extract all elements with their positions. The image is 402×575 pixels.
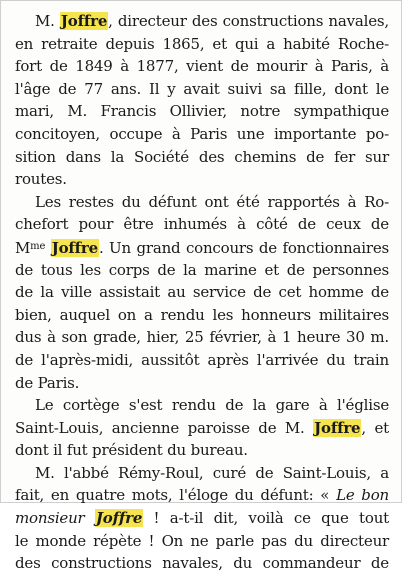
p4-line-3 — [15, 507, 389, 530]
text-run: ! a-t-il dit, voilà ce que tout — [143, 509, 389, 528]
p1-line-8: routes. — [15, 170, 67, 189]
p3-line-1: Le cortège s'est rendu de la gare à l'église — [35, 396, 389, 415]
text-run — [45, 239, 51, 257]
highlighted-name-joffre: Joffre — [95, 509, 143, 528]
text-run: , directeur des constructions navales, — [108, 12, 389, 30]
highlighted-name-joffre: Joffre — [314, 418, 361, 437]
highlighted-name-joffre: Joffre — [60, 12, 108, 30]
p4-line-4: le monde répète ! On ne parle pas du directeur — [15, 531, 389, 550]
p2-line-2: chefort pour être inhumés à côté de ceux de — [15, 215, 389, 234]
p2-line-6: bien, auquel on a rendu les honneurs militaires — [15, 305, 389, 324]
p2-line-1: Les restes du défunt ont été rapportés à Ro- — [35, 192, 389, 211]
p3-line-3: dont il fut président du bureau. — [15, 441, 248, 460]
p3-line-2 — [15, 417, 389, 440]
p1-line-4: l'âge de 77 ans. Il y avait suivi sa fille, dont le — [15, 79, 389, 98]
text-run: fait, en quatre mots, l'éloge du défunt: « — [15, 486, 337, 505]
text-run: M — [15, 238, 31, 257]
p2-line-9: de Paris. — [15, 373, 80, 392]
p2-line-7: dus à son grade, hier, 25 février, à 1 heure 30 m. — [15, 328, 389, 347]
p4-line-5: des constructions navales, du commandeur de — [15, 554, 389, 573]
text-run: . Un grand concours de fonctionnaires — [98, 238, 389, 257]
p2-line-5: de la ville assistait au service de cet homme de — [15, 283, 389, 302]
article-column — [15, 10, 389, 575]
p2-line-4: de tous les corps de la marine et de personnes — [15, 260, 389, 279]
p4-line-1: M. l'abbé Rémy-Roul, curé de Saint-Louis, a — [35, 463, 389, 482]
text-run: M. — [35, 12, 60, 30]
text-run: , et — [361, 418, 389, 437]
highlighted-name-joffre: Joffre — [51, 238, 98, 257]
p1-line-6: concitoyen, occupe à Paris une importante po- — [15, 124, 389, 143]
text-run: Saint-Louis, ancienne paroisse de M. — [15, 418, 314, 437]
p2-line-3 — [15, 236, 389, 259]
p1-line-3: fort de 1849 à 1877, vient de mourir à Paris, à — [15, 57, 389, 76]
p1-line-7: sition dans la Société des chemins de fer sur — [15, 147, 389, 166]
superscript-me: me — [30, 240, 46, 252]
italic-quote: monsieur — [15, 509, 95, 528]
p2-line-8: de l'après-midi, aussitôt après l'arrivée du train — [15, 350, 389, 369]
p4-line-2 — [15, 484, 389, 507]
p1-line-1 — [15, 10, 389, 33]
italic-quote: Le bon — [336, 486, 389, 505]
p1-line-2: en retraite depuis 1865, et qui a habité Roche- — [15, 34, 389, 53]
p1-line-5: mari, M. Francis Ollivier, notre sympathique — [15, 102, 389, 121]
